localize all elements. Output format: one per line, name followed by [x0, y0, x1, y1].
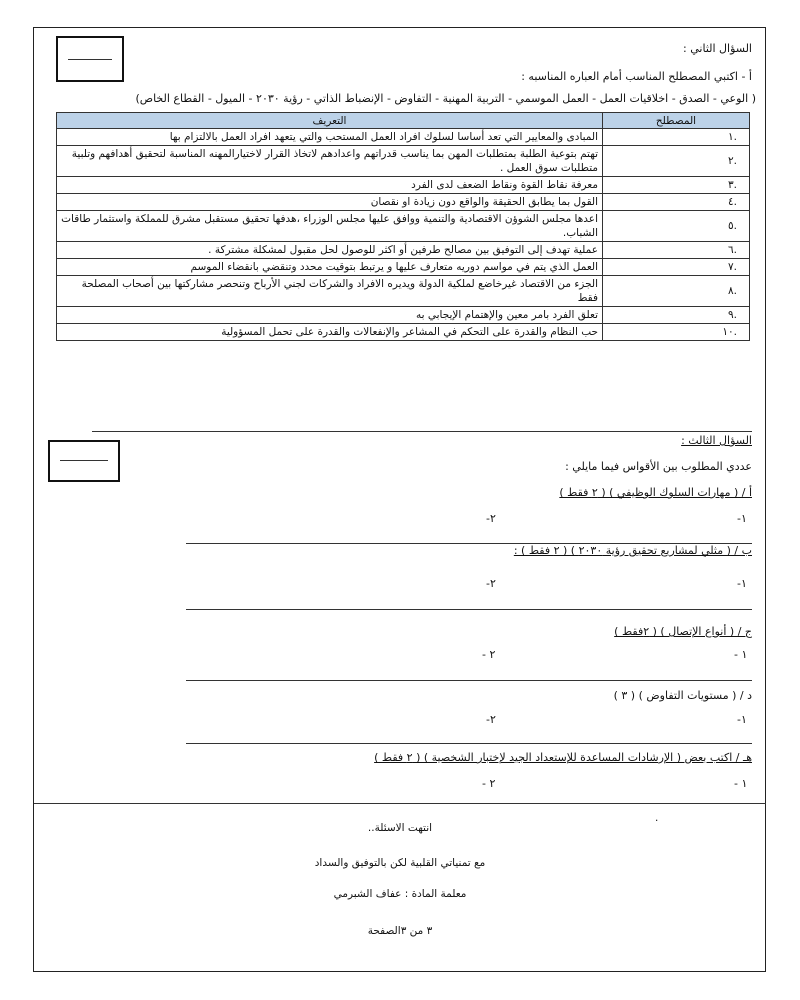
row-definition: تعلق الفرد بامر معين والإهتمام الإيجابي به	[57, 307, 603, 324]
table-row	[57, 177, 750, 194]
table-row	[57, 129, 750, 146]
answer-line	[186, 609, 752, 610]
part-e-label: هـ / اكتب بعض ( الإرشادات المساعدة للإستعداد الجيد لإختبار الشخصية ) ( ٢ فقط )	[374, 751, 752, 764]
wishes-note: مع تمنياتي القلبية لكن بالتوفيق والسداد	[314, 857, 486, 869]
table-row	[57, 242, 750, 259]
row-definition: العمل الذي يتم في مواسم دوريه متعارف عليها و يرتبط بتوقيت محدد وتنقضي بانقضاء الموسم	[57, 259, 603, 276]
answer-1: -١	[737, 577, 747, 590]
answer-1: - ١	[734, 777, 748, 790]
table-row	[57, 211, 750, 242]
answer-2: -٢	[486, 577, 496, 590]
question-2-title: السؤال الثاني :	[683, 42, 752, 55]
row-number: .١	[603, 129, 750, 146]
terms-table	[56, 112, 750, 341]
header-term: المصطلح	[603, 113, 750, 129]
row-definition: تهتم بتوعية الطلبة بمتطلبات المهن بما يناسب قدراتهم واعدادهم لاتخاذ القرار لاختيارالمهنه المناسبة لتحقيق أهدافهم وتلبية متطلبات سوق العمل .	[57, 146, 603, 177]
page-number: ٣ من ٣الصفحة	[367, 925, 433, 937]
word-bank: ( الوعي - الصدق - اخلاقيات العمل - العمل الموسمي - التربية المهنية - التفاوض - الإنضباط الذاتي - رؤية ٢٠٣٠ - الميول - القطاع الخاص)	[135, 92, 756, 105]
end-note: انتهت الاسئلة..	[367, 822, 433, 834]
section-divider	[34, 803, 766, 804]
part-d-label: د / ( مستويات التفاوض ) ( ٣ )	[613, 689, 752, 702]
part-a-label: أ / ( مهارات السلوك الوظيفي ) ( ٢ فقط )	[559, 486, 752, 499]
question-3-title: السؤال الثالث :	[681, 434, 752, 447]
row-number: .٩	[603, 307, 750, 324]
question-2-instruction: أ - اكتبي المصطلح المناسب أمام العباره المناسبه :	[521, 70, 752, 83]
row-number: .١٠	[603, 324, 750, 341]
row-number: .٢	[603, 146, 750, 177]
answer-1: -١	[737, 512, 747, 525]
header-definition: التعريف	[57, 113, 603, 129]
dot-mark: .	[655, 812, 659, 824]
row-definition: القول بما يطابق الحقيقة والواقع دون زيادة او نقصان	[57, 194, 603, 211]
table-row	[57, 259, 750, 276]
answer-line	[186, 743, 752, 744]
row-number: .٨	[603, 276, 750, 307]
row-definition: حب النظام والقدرة على التحكم في المشاعر والإنفعالات والقدرة على تحمل المسؤولية	[57, 324, 603, 341]
answer-2: -٢	[486, 713, 496, 726]
row-number: .٧	[603, 259, 750, 276]
table-row	[57, 146, 750, 177]
score-box-q3	[48, 440, 120, 482]
table-row	[57, 194, 750, 211]
answer-1: -١	[737, 713, 747, 726]
part-c-label: ج / ( أنواع الإتصال ) ( ٢فقط )	[614, 625, 752, 638]
row-number: .٦	[603, 242, 750, 259]
answer-2: - ٢	[482, 777, 496, 790]
row-number: .٤	[603, 194, 750, 211]
table-row	[57, 324, 750, 341]
part-b-label: ب / ( مثلي لمشاريع تحقيق رؤية ٢٠٣٠ ) ( ٢ فقط ) :	[513, 544, 752, 557]
table-row	[57, 276, 750, 307]
table-row	[57, 307, 750, 324]
teacher-name: معلمة المادة : عفاف الشبرمي	[333, 888, 467, 900]
answer-1: - ١	[734, 648, 748, 661]
row-definition: اعدها مجلس الشوؤن الاقتصادية والتنمية ووافق عليها مجلس الوزراء ،هدفها تحقيق مستقبل مشرق للمملكة واستثمار طاقات الشباب.	[57, 211, 603, 242]
row-definition: الجزء من الاقتصاد غيرخاضع لملكية الدولة ويديره الافراد والشركات لجني الأرباح وتنحصر مشاركتها بين أصحاب المصلحة فقط	[57, 276, 603, 307]
answer-2: -٢	[486, 512, 496, 525]
question-3-instruction: عددي المطلوب بين الأقواس فيما مايلي :	[565, 460, 752, 473]
answer-line	[186, 680, 752, 681]
answer-2: - ٢	[482, 648, 496, 661]
row-definition: معرفة نقاط القوة ونقاط الضعف لدى الفرد	[57, 177, 603, 194]
row-number: .٥	[603, 211, 750, 242]
row-definition: المبادى والمعايير التي تعد أساسا لسلوك افراد العمل المستحب والتي يتعهد افراد العمل بالالتزام بها	[57, 129, 603, 146]
row-number: .٣	[603, 177, 750, 194]
score-box-q2	[56, 36, 124, 82]
row-definition: عملية تهدف إلى التوفيق بين مصالح طرفين أو اكثر للوصول لحل مقبول لمشكلة مشتركة .	[57, 242, 603, 259]
section-divider	[92, 431, 752, 432]
